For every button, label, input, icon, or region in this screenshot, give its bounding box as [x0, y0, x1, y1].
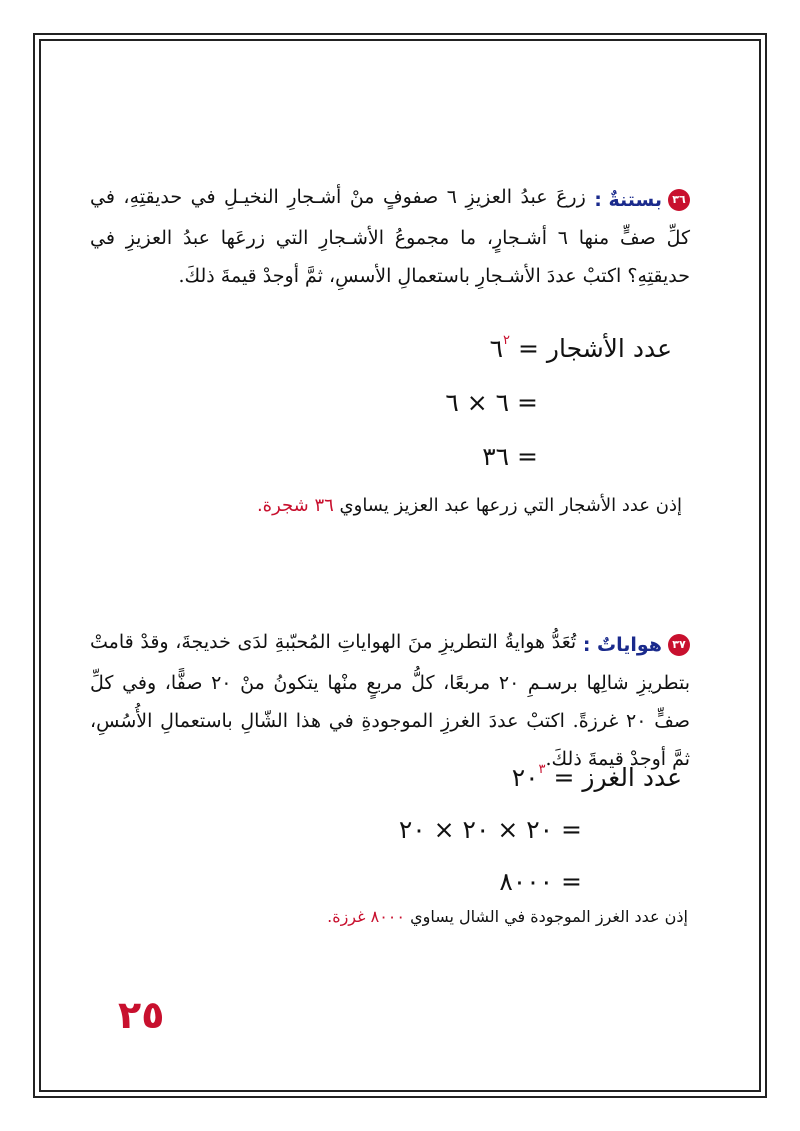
conclusion [257, 495, 682, 516]
question-text: زرعَ عبدُ العزيزِ ٦ صفوفٍ منْ أشـجارِ النخيـلِ في حديقتِهِ، في كلِّ صفٍّ منها ٦ أشـجارٍ، ما مجموعُ الأشـجارِ التي زرعَها عبدُ العزيزِ في حديقتِهِ؟ اكتبْ عددَ الأشـجارِ باستعمالِ الأسسِ، ثمَّ أوجدْ قيمةَ ذلكَ. [90, 186, 691, 287]
solution-label: عدد الغرز [582, 763, 682, 792]
question-keyword: بستنةٌ : [594, 189, 662, 211]
question-number-badge: ٣٧ [668, 634, 690, 656]
expression: ٦ × ٦ [445, 388, 510, 417]
equals-sign: = [553, 763, 575, 792]
solution-label: عدد الأشجار [546, 334, 672, 363]
exponent: ٢ [503, 332, 511, 348]
expression: ٨٠٠٠ [499, 867, 554, 896]
question-number-badge: ٣٦ [668, 189, 690, 211]
conclusion [327, 907, 688, 926]
question-header [594, 181, 690, 219]
equals-sign: = [517, 442, 538, 471]
equals-sign: = [517, 388, 538, 417]
expression: ٦ [489, 334, 504, 363]
question-37 [90, 623, 690, 778]
equals-sign: = [517, 334, 539, 363]
solution-line-2 [445, 388, 538, 417]
equals-sign: = [561, 815, 582, 844]
conclusion-answer: ٨٠٠٠ غرزة. [327, 907, 405, 926]
expression: ٣٦ [482, 442, 510, 471]
question-keyword: هواياتٌ : [582, 634, 662, 656]
equals-sign: = [561, 867, 582, 896]
expression: ٢٠ [511, 763, 539, 792]
exponent: ٣ [538, 761, 546, 777]
solution-line-1 [512, 763, 682, 792]
conclusion-answer: ٣٦ شجرة. [256, 495, 334, 516]
solution-line-3 [499, 867, 582, 896]
conclusion-text: إذن عدد الغرز الموجودة في الشال يساوي [410, 907, 688, 926]
solution-line-3 [482, 442, 538, 471]
question-text: تُعَدُّ هوايةُ التطريزِ منَ الهواياتِ المُحبّبةِ لدَى خديجةَ، وقدْ قامتْ بتطريزِ شالِها برسـمِ ٢٠ مربعًا، كلُّ مربعٍ منْها يتكونُ منْ ٢٠ صفًّا، وفي كلِّ صفٍّ ٢٠ غرزةً. اكتبْ عددَ الغرزِ الموجودةِ في هذا الشّالِ باستعمالِ الأُسُسِ، ثمَّ أوجدْ قيمةَ ذلكَ. [90, 631, 691, 770]
conclusion-text: إذن عدد الأشجار التي زرعها عبد العزيز يساوي [339, 495, 682, 516]
expression: ٢٠ × ٢٠ × ٢٠ [398, 815, 554, 844]
question-36 [90, 178, 690, 295]
question-header [583, 626, 690, 664]
solution-line-1 [490, 334, 672, 363]
page-number: ٢٥ [118, 993, 165, 1037]
solution-line-2 [399, 815, 582, 844]
